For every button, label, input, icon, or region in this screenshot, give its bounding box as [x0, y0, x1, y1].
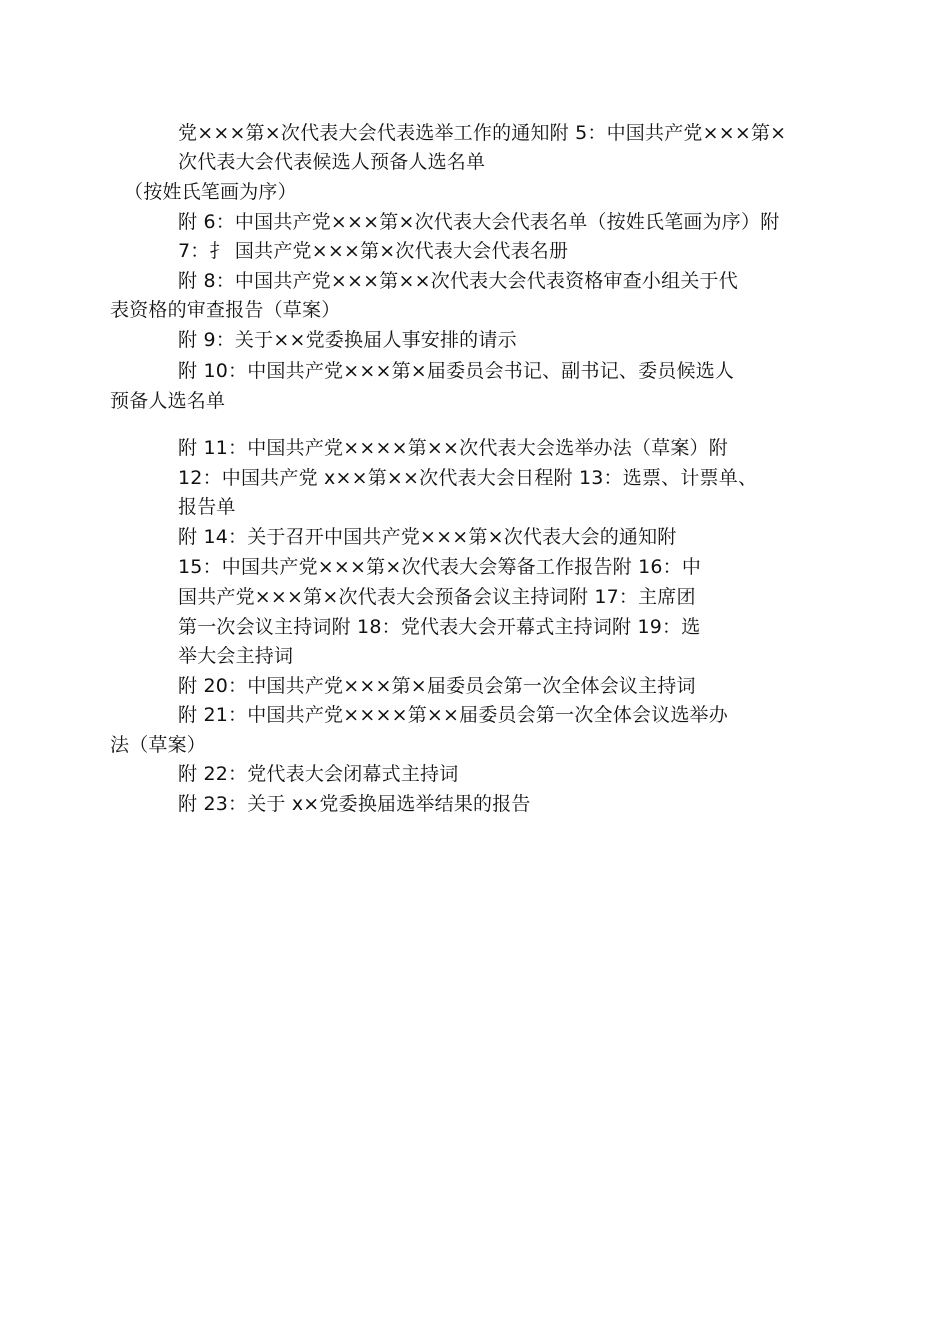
- text-line-9: 附 10：中国共产党×××第×届委员会书记、副书记、委员候选人: [178, 360, 735, 382]
- text-line-5: 7：扌 国共产党×××第×次代表大会代表名册: [178, 240, 569, 262]
- text-line-3: （按姓氏笔画为序）: [124, 181, 297, 203]
- text-line-7: 表资格的审查报告（草案）: [110, 299, 341, 321]
- text-line-8: 附 9：关于××党委换届人事安排的请示: [178, 329, 517, 351]
- text-line-4: 附 6：中国共产党×××第×次代表大会代表名单（按姓氏笔画为序）附: [178, 211, 780, 233]
- text-line-15: 15：中国共产党×××第×次代表大会筹备工作报告附 16：中: [178, 556, 702, 578]
- text-line-14: 附 14：关于召开中国共产党×××第×次代表大会的通知附: [178, 526, 677, 548]
- text-line-10: 预备人选名单: [110, 390, 226, 412]
- text-line-19: 附 20：中国共产党×××第×届委员会第一次全体会议主持词: [178, 675, 696, 697]
- text-line-17: 第一次会议主持词附 18：党代表大会开幕式主持词附 19：选: [178, 616, 701, 638]
- text-line-2: 次代表大会代表候选人预备人选名单: [178, 151, 486, 173]
- text-line-11: 附 11：中国共产党××××第××次代表大会选举办法（草案）附: [178, 437, 728, 459]
- text-line-23: 附 23：关于 x×党委换届选举结果的报告: [178, 793, 531, 815]
- text-line-21: 法（草案）: [110, 734, 207, 756]
- text-line-1: 党×××第×次代表大会代表选举工作的通知附 5：中国共产党×××第×: [178, 122, 787, 144]
- text-line-22: 附 22：党代表大会闭幕式主持词: [178, 763, 459, 785]
- text-line-6: 附 8：中国共产党×××第××次代表大会代表资格审查小组关于代: [178, 270, 738, 292]
- text-line-16: 国共产党×××第×次代表大会预备会议主持词附 17：主席团: [178, 586, 696, 608]
- text-line-20: 附 21：中国共产党××××第××届委员会第一次全体会议选举办: [178, 704, 728, 726]
- text-line-18: 举大会主持词: [178, 645, 294, 667]
- text-line-12: 12：中国共产党 x××第××次代表大会日程附 13：选票、计票单、: [178, 467, 758, 489]
- text-line-13: 报告单: [178, 496, 236, 518]
